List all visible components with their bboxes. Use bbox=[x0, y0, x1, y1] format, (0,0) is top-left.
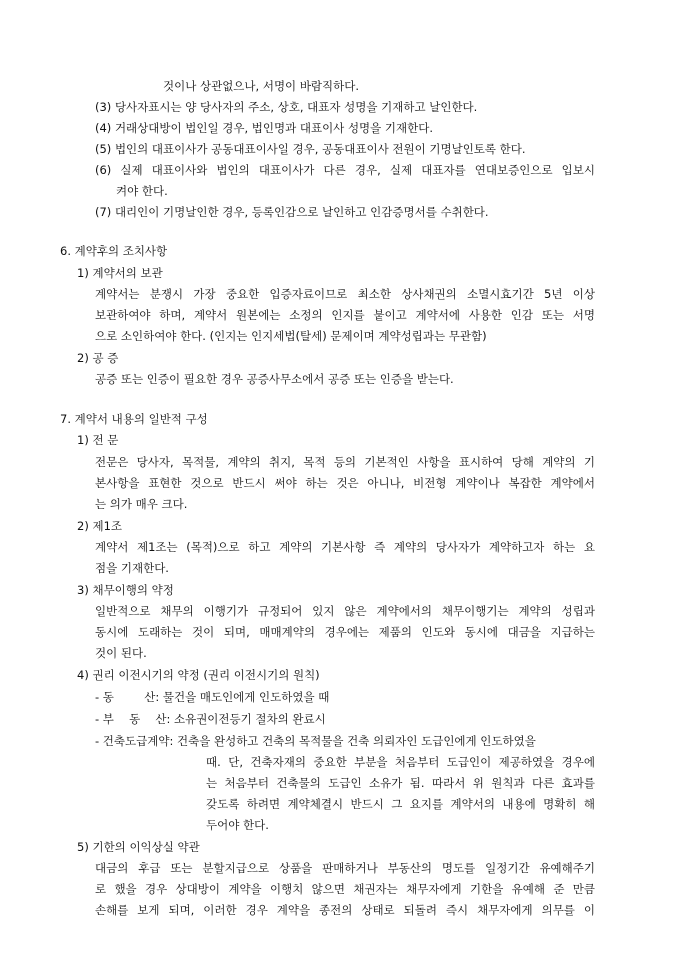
sec7-sub2-line2: 점을 기재한다. bbox=[95, 561, 169, 575]
sec7-sub5-title: 5) 기한의 이익상실 약관 bbox=[77, 840, 200, 854]
sec6-sub1-line2: 보관하여야 하며, 계약서 원본에는 소정의 인지를 붙이고 계약서에 사용한 인감 또는 서명 bbox=[95, 308, 595, 322]
definition-construction-cont1: 때. 단, 건축자재의 중요한 부분을 처음부터 도급인이 제공하였을 경우에 bbox=[206, 755, 595, 769]
sec5-item-6: (6) 실제 대표이사와 법인의 대표이사가 다른 경우, 실제 대표자를 연대보증인으로 입보시 bbox=[95, 163, 595, 177]
definition-term: - 건축도급계약 bbox=[95, 734, 170, 748]
sec7-sub4-title: 4) 권리 이전시기의 약정 (권리 이전시기의 원칙) bbox=[77, 668, 320, 682]
sec5-item-4: (4) 거래상대방이 법인일 경우, 법인명과 대표이사 성명을 기재한다. bbox=[95, 121, 434, 135]
sec7-sub3-line1: 일반적으로 채무의 이행기가 규정되어 있지 않은 계약에서의 채무이행기는 계약의 성립과 bbox=[95, 604, 595, 618]
sec6-heading: 6. 계약후의 조치사항 bbox=[60, 244, 168, 258]
sec6-sub1-title: 1) 계약서의 보관 bbox=[77, 266, 163, 280]
definition-construction-cont3: 갖도록 하려면 계약체결시 반드시 그 요지를 계약서의 내용에 명확히 해 bbox=[206, 797, 595, 811]
sec6-sub2-line1: 공증 또는 인증이 필요한 경우 공증사무소에서 공증 또는 인증을 받는다. bbox=[95, 372, 454, 386]
definition-desc: : 소유권이전등기 절차의 완료시 bbox=[166, 712, 326, 726]
sec6-sub2-title: 2) 공 증 bbox=[77, 351, 119, 365]
sec7-heading: 7. 계약서 내용의 일반적 구성 bbox=[60, 412, 208, 426]
definition-construction-cont2: 는 처음부터 건축물의 도급인 소유가 됨. 따라서 위 원칙과 다른 효과를 bbox=[206, 776, 595, 790]
sec5-item-6-cont: 켜야 한다. bbox=[116, 184, 168, 198]
sec5-item-5: (5) 법인의 대표이사가 공동대표이사일 경우, 공동대표이사 전원이 기명날인토록 한다. bbox=[95, 142, 526, 156]
sec5-item-7: (7) 대리인이 기명날인한 경우, 등록인감으로 날인하고 인감증명서를 수취한다. bbox=[95, 205, 489, 219]
sec7-sub5-line2: 로 했을 경우 상대방이 계약을 이행치 않으면 채권자는 채무자에게 기한을 유예해 준 만큼 bbox=[95, 882, 595, 896]
definition-desc: : 물건을 매도인에게 인도하였을 때 bbox=[155, 690, 330, 704]
definition-movable bbox=[95, 687, 329, 707]
definition-desc: : 건축을 완성하고 건축의 목적물을 건축 의뢰자인 도급인에게 인도하였을 bbox=[169, 734, 536, 748]
sec7-sub1-line2: 본사항을 표현한 것으로 반드시 써야 하는 것은 아니나, 비전형 계약이나 복잡한 계약에서 bbox=[95, 476, 595, 490]
definition-construction bbox=[95, 731, 536, 751]
sec7-sub5-line3: 손해를 보게 되며, 이러한 경우 계약을 종전의 상태로 되돌려 즉시 채무자에게 의무를 이 bbox=[95, 903, 595, 917]
definition-term: - 동 산 bbox=[95, 690, 156, 704]
sec7-sub2-line1: 계약서 제1조는 (목적)으로 하고 계약의 기본사항 즉 계약의 당사자가 계약하고자 하는 요 bbox=[95, 540, 595, 554]
sec6-sub1-line1: 계약서는 분쟁시 가장 중요한 입증자료이므로 최소한 상사채권의 소멸시효기간 5년 이상 bbox=[95, 287, 595, 301]
sec7-sub1-line3: 는 의가 매우 크다. bbox=[95, 497, 188, 511]
sec5-continuation-line: 것이나 상관없으나, 서명이 바람직하다. bbox=[163, 79, 360, 93]
sec6-sub1-line3: 으로 소인하여야 한다. (인지는 인지세법(탈세) 문제이며 계약성립과는 무관함) bbox=[95, 329, 487, 343]
sec7-sub3-line3: 것이 된다. bbox=[95, 646, 147, 660]
sec7-sub1-title: 1) 전 문 bbox=[77, 433, 119, 447]
sec7-sub3-line2: 동시에 도래하는 것이 되며, 매매계약의 경우에는 제품의 인도와 동시에 대금을 지급하는 bbox=[95, 625, 595, 639]
definition-term: - 부 동 산 bbox=[95, 712, 167, 726]
sec7-sub2-title: 2) 제1조 bbox=[77, 519, 122, 533]
definition-real-estate bbox=[95, 709, 326, 729]
definition-construction-cont4: 두어야 한다. bbox=[206, 818, 269, 832]
sec5-item-3: (3) 당사자표시는 양 당사자의 주소, 상호, 대표자 성명을 기재하고 날인한다. bbox=[95, 100, 478, 114]
sec7-sub3-title: 3) 채무이행의 약정 bbox=[77, 583, 174, 597]
sec7-sub1-line1: 전문은 당사자, 목적물, 계약의 취지, 목적 등의 기본적인 사항을 표시하여 당해 계약의 기 bbox=[95, 455, 595, 469]
sec7-sub5-line1: 대금의 후급 또는 분할지급으로 상품을 판매하거나 부동산의 명도를 일정기간 유예해주기 bbox=[95, 861, 595, 875]
